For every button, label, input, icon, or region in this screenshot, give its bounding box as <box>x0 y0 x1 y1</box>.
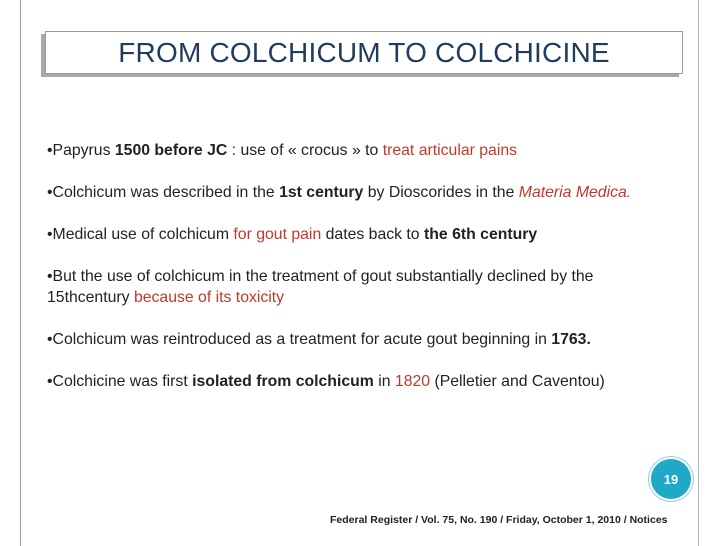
slide-title: FROM COLCHICUM TO COLCHICINE <box>118 36 610 68</box>
bullet-item <box>47 329 677 350</box>
text-segment: the 6th century <box>423 226 538 243</box>
text-segment: •Colchicum was described in the <box>47 184 280 201</box>
text-segment: 1st century <box>279 184 364 201</box>
text-segment: 1763. <box>551 331 591 348</box>
title-box <box>45 31 683 74</box>
text-segment: •Papyrus <box>47 142 115 159</box>
bullet-list <box>47 140 677 413</box>
text-segment: for gout pain <box>233 226 322 243</box>
text-segment: 1820 <box>394 373 431 390</box>
footer-citation: Federal Register / Vol. 75, No. 190 / Friday, October 1, 2010 / Notices <box>330 514 668 526</box>
right-border-line <box>698 0 699 546</box>
text-segment: because of its toxicity <box>133 289 285 306</box>
left-border-line <box>20 0 21 546</box>
text-segment: •Medical use of colchicum <box>47 226 234 243</box>
text-segment: •But the use of colchicum in the treatment of gout substantially declined by the 15thcentury <box>47 268 594 306</box>
text-segment: (Pelletier and Caventou) <box>430 373 605 390</box>
bullet-item <box>47 140 677 161</box>
text-segment: in <box>373 373 395 390</box>
text-segment: isolated from colchicum <box>192 373 374 390</box>
bullet-item <box>47 224 677 245</box>
text-segment: dates back to <box>321 226 424 243</box>
bullet-item <box>47 371 677 392</box>
text-segment: 1500 before JC <box>114 142 228 159</box>
page-number-badge <box>649 457 693 501</box>
page-number: 19 <box>663 471 679 487</box>
bullet-item <box>47 266 677 308</box>
text-segment: by Dioscorides in the <box>363 184 519 201</box>
text-segment: Materia Medica. <box>518 184 632 201</box>
text-segment: treat articular pains <box>382 142 518 159</box>
text-segment: •Colchicine was first <box>47 373 193 390</box>
bullet-item <box>47 182 677 203</box>
text-segment: : use of « crocus » to <box>227 142 383 159</box>
text-segment: •Colchicum was reintroduced as a treatment for acute gout beginning in <box>47 331 552 348</box>
